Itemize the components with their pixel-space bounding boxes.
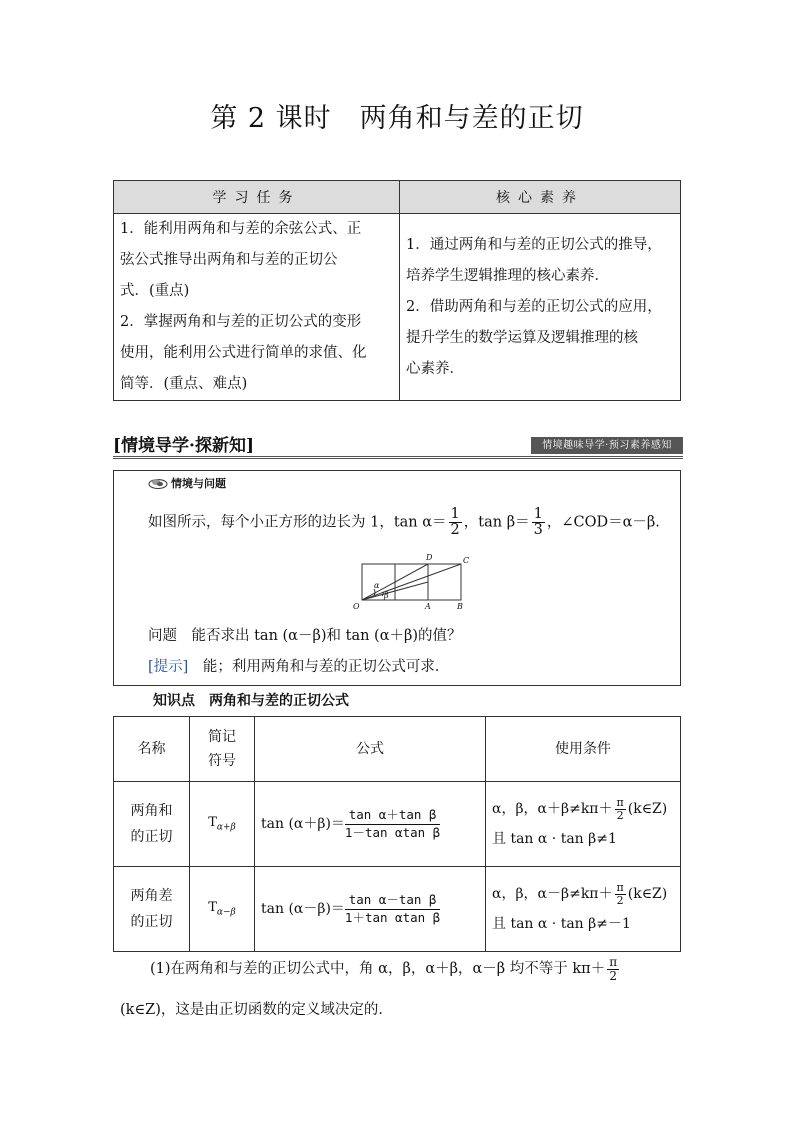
label-o: O bbox=[353, 602, 360, 611]
header-condition: 使用条件 bbox=[486, 717, 681, 782]
condition-post: (k∈Z) bbox=[627, 801, 668, 817]
row-symbol bbox=[190, 867, 255, 952]
formula-numerator: tan α－tan β bbox=[345, 892, 440, 909]
symbol-main: T bbox=[208, 900, 217, 916]
pi-over-2 bbox=[607, 956, 619, 982]
row-name bbox=[114, 867, 190, 952]
label-c: C bbox=[463, 556, 470, 565]
row-name-line: 两角和 bbox=[130, 803, 173, 819]
header-symbol-line: 符号 bbox=[208, 753, 236, 769]
row-name-line: 两角差 bbox=[130, 888, 173, 904]
condition-post: (k∈Z) bbox=[627, 886, 668, 902]
formula-table bbox=[113, 716, 681, 952]
frac-den: 2 bbox=[450, 522, 460, 539]
task-line: 弦公式推导出两角和与差的正切公 bbox=[120, 252, 338, 268]
formula-fraction bbox=[345, 807, 440, 841]
frac-den: 3 bbox=[533, 522, 543, 539]
table-row bbox=[114, 782, 681, 867]
knowledge-point-title: 知识点 两角和与差的正切公式 bbox=[153, 693, 349, 709]
hint-text: 能；利用两角和与差的正切公式可求． bbox=[188, 659, 450, 675]
goals-table bbox=[113, 180, 681, 401]
header-formula: 公式 bbox=[255, 717, 486, 782]
section-title: [情境导学·探新知] bbox=[113, 436, 255, 456]
hint-label: [提示] bbox=[148, 659, 189, 675]
core-literacy bbox=[400, 214, 681, 401]
formula-lhs: tan (α＋β)＝ bbox=[261, 816, 345, 832]
formula-lhs: tan (α－β)＝ bbox=[261, 901, 345, 917]
frac-den: 2 bbox=[616, 893, 624, 907]
label-beta: β bbox=[384, 591, 389, 600]
table-row bbox=[114, 867, 681, 952]
literacy-line: 培养学生逻辑推理的核心素养． bbox=[406, 267, 609, 284]
task-line: 简等．(重点、难点) bbox=[120, 376, 248, 392]
header-symbol bbox=[190, 717, 255, 782]
label-alpha: α bbox=[374, 581, 380, 590]
literacy-line: 心素养． bbox=[406, 360, 464, 377]
literacy-line: 2．借助两角和与差的正切公式的应用， bbox=[406, 298, 662, 315]
page-title: 第 2 课时 两角和与差的正切 bbox=[210, 103, 584, 134]
row-symbol bbox=[190, 782, 255, 867]
scenario-badge-label: 情境与问题 bbox=[171, 477, 226, 490]
row-condition bbox=[486, 782, 681, 867]
frac-num: 1 bbox=[533, 506, 543, 522]
scenario-intro bbox=[148, 507, 660, 538]
header-symbol-line: 简记 bbox=[208, 729, 236, 745]
pi-over-2 bbox=[615, 797, 626, 821]
grid-figure bbox=[350, 552, 475, 614]
tan-alpha-fraction bbox=[449, 507, 462, 538]
symbol-sub: α+β bbox=[216, 822, 236, 833]
symbol-sub: α−β bbox=[216, 907, 236, 918]
formula-fraction bbox=[345, 892, 440, 926]
scenario-badge bbox=[148, 475, 226, 491]
header-name: 名称 bbox=[114, 717, 190, 782]
goals-head-left: 学习任务 bbox=[114, 181, 400, 214]
row-formula bbox=[255, 867, 486, 952]
formula-denominator: 1＋tan αtan β bbox=[344, 909, 441, 925]
row-formula bbox=[255, 782, 486, 867]
intro-mid: ，tan β＝ bbox=[463, 514, 530, 531]
scenario-hint bbox=[148, 655, 449, 676]
intro-post: ，∠COD＝α－β. bbox=[546, 514, 660, 531]
condition-line-2: 且 tan α · tan β≠－1 bbox=[492, 916, 631, 932]
scenario-question: 问题 能否求出 tan (α－β)和 tan (α＋β)的值？ bbox=[148, 628, 462, 644]
frac-den: 2 bbox=[609, 968, 617, 983]
condition-line-2: 且 tan α · tan β≠1 bbox=[492, 831, 617, 847]
label-d: D bbox=[426, 553, 433, 562]
literacy-line: 1．通过两角和与差的正切公式的推导， bbox=[406, 236, 662, 253]
task-line: 使用，能利用公式进行简单的求值、化 bbox=[120, 345, 367, 361]
goals-head-right: 核心素养 bbox=[400, 181, 681, 214]
frac-num: π bbox=[616, 795, 624, 809]
literacy-line: 提升学生的数学运算及逻辑推理的核 bbox=[406, 329, 638, 346]
label-b: B bbox=[457, 602, 463, 611]
row-name bbox=[114, 782, 190, 867]
task-line: 式．(重点) bbox=[120, 283, 190, 299]
row-condition bbox=[486, 867, 681, 952]
row-name-line: 的正切 bbox=[130, 829, 173, 845]
cloud-icon bbox=[148, 477, 168, 489]
frac-num: π bbox=[616, 880, 624, 894]
row-name-line: 的正切 bbox=[130, 914, 173, 930]
condition-pre: α，β，α＋β≠kπ＋ bbox=[492, 801, 613, 817]
section-tag: 情境趣味导学·预习素养感知 bbox=[531, 437, 683, 454]
task-line: 2．掌握两角和与差的正切公式的变形 bbox=[120, 314, 362, 330]
formula-denominator: 1－tan αtan β bbox=[344, 824, 441, 840]
condition-pre: α，β，α－β≠kπ＋ bbox=[492, 886, 613, 902]
learning-tasks bbox=[114, 214, 400, 401]
condition-line bbox=[492, 879, 679, 909]
note-line-1 bbox=[150, 956, 621, 982]
note-line-2: (k∈Z)，这是由正切函数的定义域决定的． bbox=[120, 1002, 393, 1018]
tan-beta-fraction bbox=[532, 507, 545, 538]
label-a: A bbox=[425, 602, 431, 611]
frac-den: 2 bbox=[616, 808, 624, 822]
frac-num: 1 bbox=[450, 506, 460, 522]
note-text: (1)在两角和与差的正切公式中，角 α，β，α＋β，α－β 均不等于 kπ＋ bbox=[150, 961, 606, 978]
task-line: 1．能利用两角和与差的余弦公式、正 bbox=[120, 221, 362, 237]
formula-numerator: tan α＋tan β bbox=[345, 807, 440, 824]
pi-over-2 bbox=[615, 882, 626, 906]
symbol-main: T bbox=[208, 815, 217, 831]
intro-pre: 如图所示，每个小正方形的边长为 1，tan α＝ bbox=[148, 514, 447, 531]
condition-line bbox=[492, 794, 679, 824]
frac-num: π bbox=[609, 955, 618, 969]
alpha-arc bbox=[374, 589, 375, 596]
